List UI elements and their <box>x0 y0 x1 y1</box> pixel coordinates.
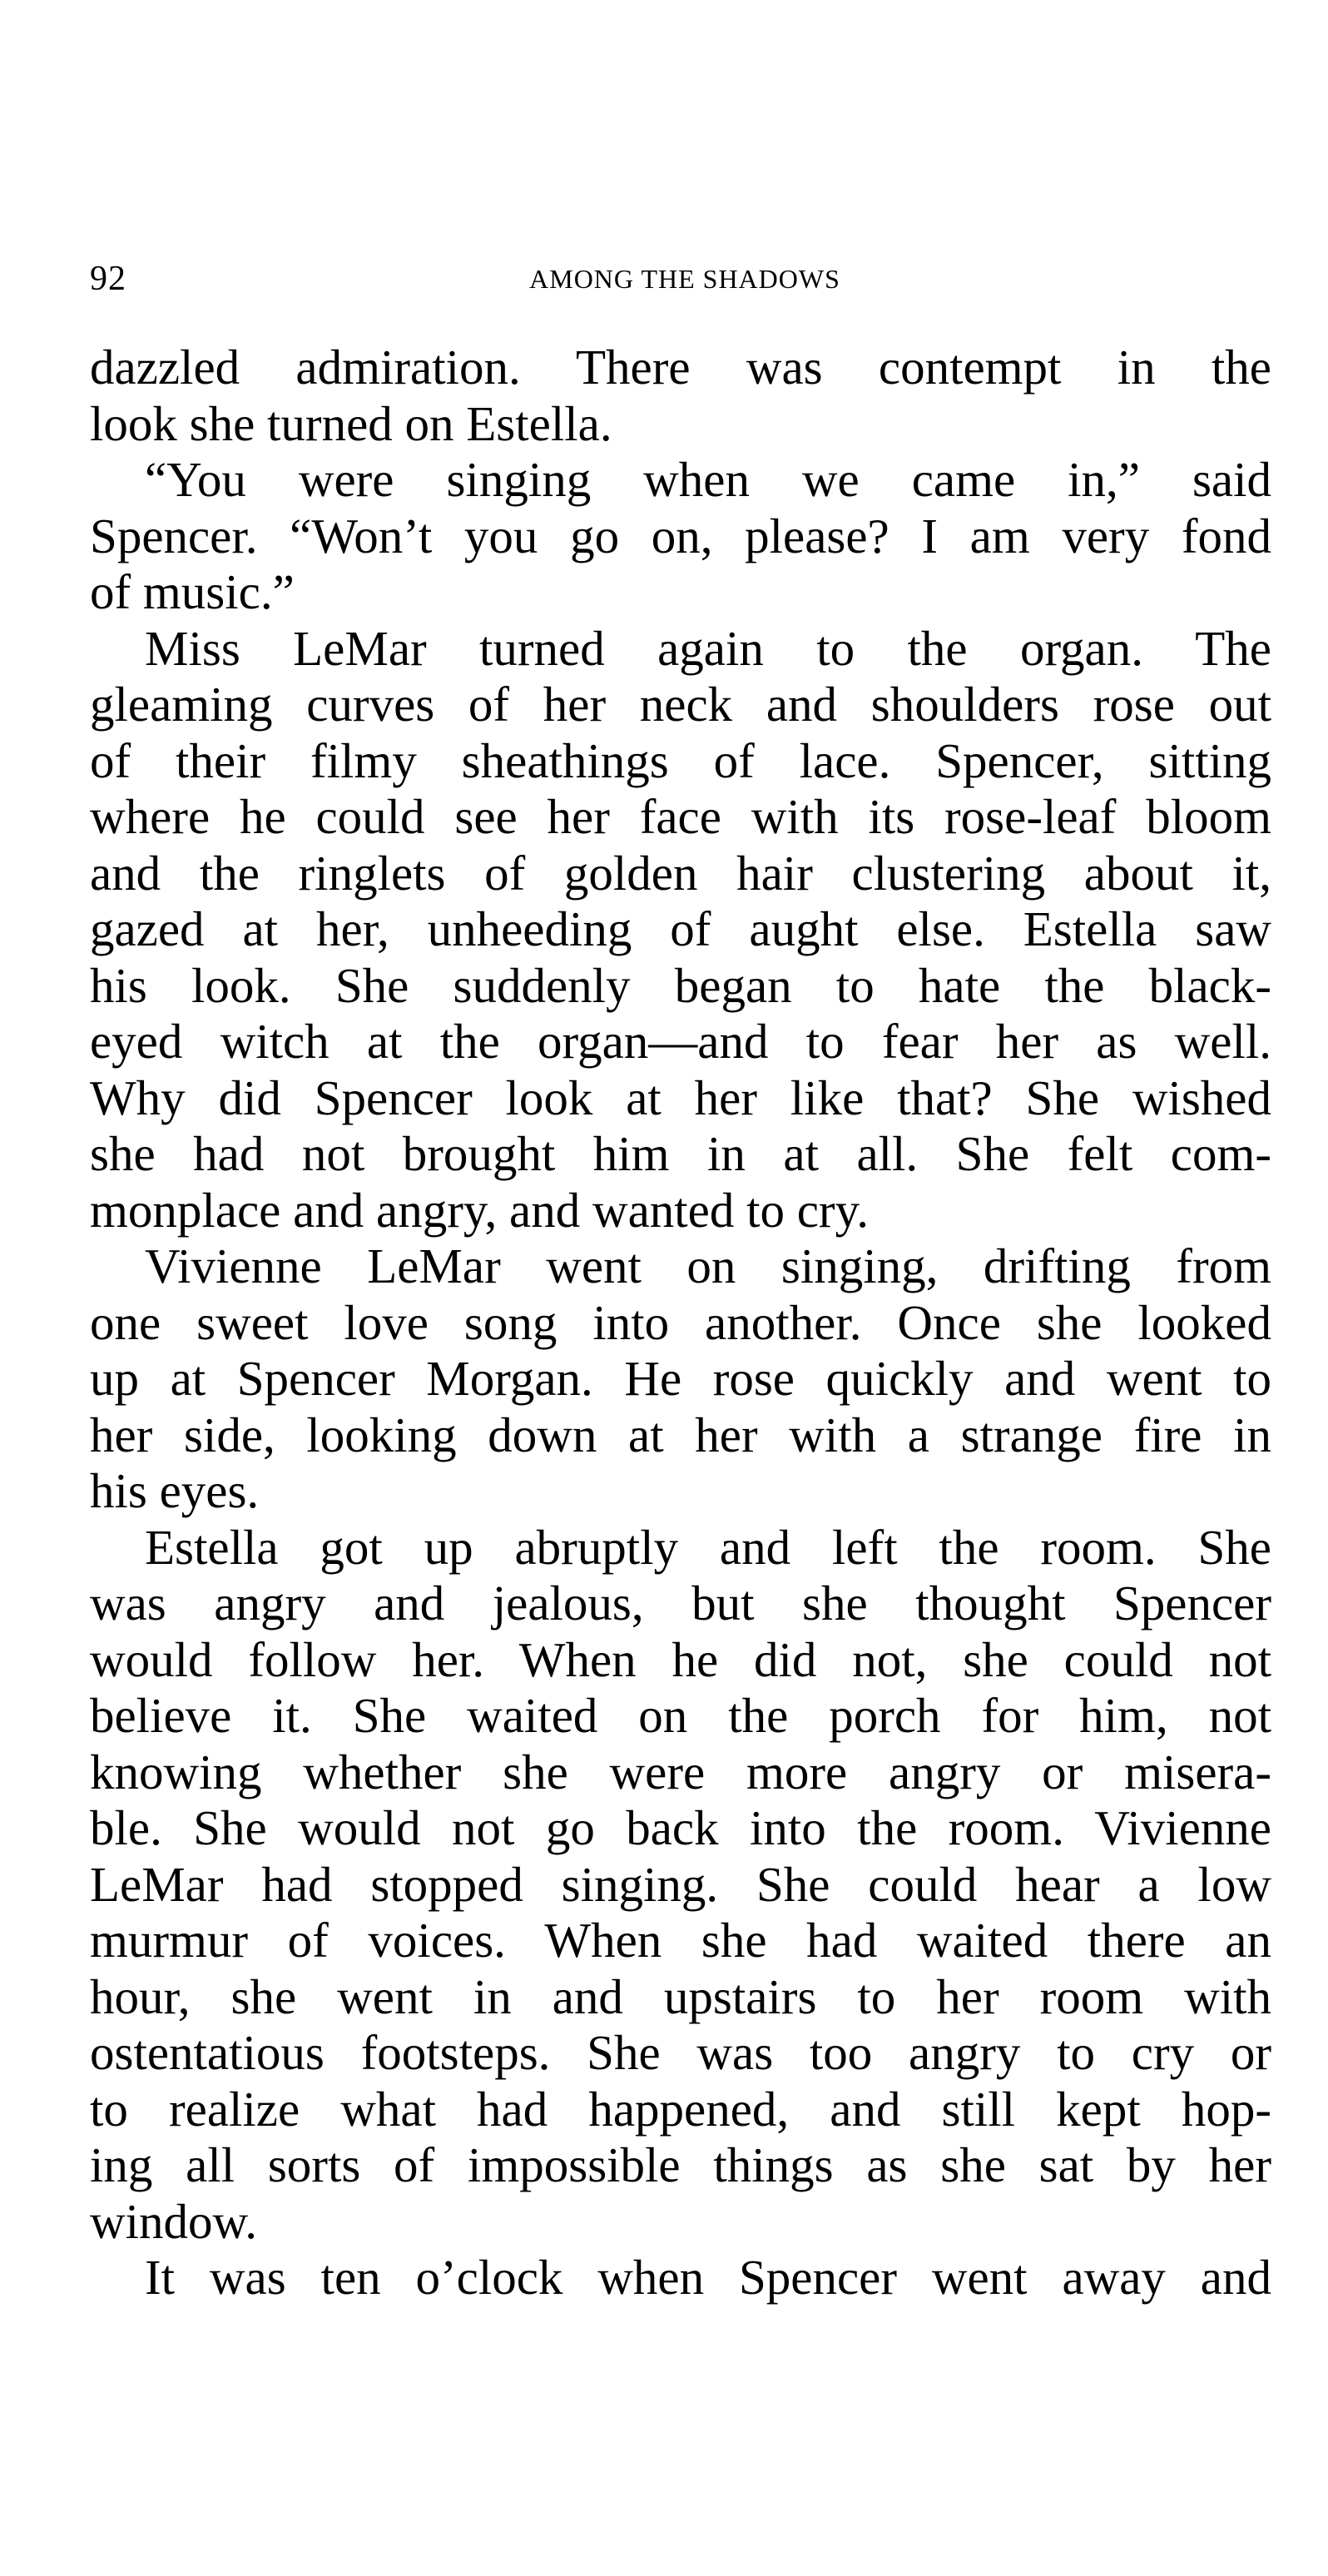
text-line: of their filmy sheathings of lace. Spencer, sitting <box>90 732 1271 788</box>
text-line: look she turned on Estella. <box>90 395 612 451</box>
text-line: Miss LeMar turned again to the organ. The <box>145 620 1271 676</box>
text-line: to realize what had happened, and still kept hop- <box>90 2081 1271 2137</box>
text-line: Vivienne LeMar went on singing, drifting from <box>145 1238 1271 1293</box>
text-line: would follow her. When he did not, she could not <box>90 1631 1271 1687</box>
text-line: monplace and angry, and wanted to cry. <box>90 1182 869 1238</box>
text-line: his look. She suddenly began to hate the black- <box>90 957 1271 1013</box>
text-line: believe it. She waited on the porch for him, not <box>90 1688 1271 1743</box>
text-line: where he could see her face with its rose-leaf bloom <box>90 789 1271 844</box>
text-line: murmur of voices. When she had waited there an <box>90 1913 1271 1968</box>
text-line: eyed witch at the organ—and to fear her as well. <box>90 1014 1271 1069</box>
text-line: up at Spencer Morgan. He rose quickly and went to <box>90 1351 1271 1406</box>
text-line: his eyes. <box>90 1463 260 1518</box>
text-line: and the ringlets of golden hair clustering about it, <box>90 845 1271 901</box>
text-line: window. <box>90 2193 258 2249</box>
text-line: ing all sorts of impossible things as she sat by her <box>90 2137 1271 2192</box>
running-title: AMONG THE SHADOWS <box>529 264 840 294</box>
text-line: one sweet love song into another. Once she looked <box>90 1294 1271 1350</box>
text-line: of music.” <box>90 564 295 619</box>
text-line: her side, looking down at her with a strange fire in <box>90 1407 1271 1462</box>
text-line: dazzled admiration. There was contempt in the <box>90 340 1271 395</box>
text-line: was angry and jealous, but she thought Spencer <box>90 1576 1271 1630</box>
text-line: ble. She would not go back into the room. Vivienne <box>90 1800 1271 1855</box>
running-head <box>90 254 1271 304</box>
page-number: 92 <box>90 260 126 298</box>
text-line: “You were singing when we came in,” said <box>145 452 1271 507</box>
text-line: knowing whether she were more angry or misera- <box>90 1744 1271 1799</box>
text-line: hour, she went in and upstairs to her room with <box>90 1968 1271 2024</box>
text-line: LeMar had stopped singing. She could hear a low <box>90 1856 1271 1912</box>
body-text <box>90 340 1271 2306</box>
text-line: Estella got up abruptly and left the room. She <box>145 1519 1271 1575</box>
text-line: gazed at her, unheeding of aught else. Estella saw <box>90 901 1271 956</box>
text-line: Why did Spencer look at her like that? She wished <box>90 1070 1271 1125</box>
text-line: gleaming curves of her neck and shoulders rose out <box>90 677 1271 732</box>
text-line: It was ten o’clock when Spencer went away and <box>145 2250 1271 2305</box>
text-line: Spencer. “Won’t you go on, please? I am very fond <box>90 508 1271 563</box>
text-line: she had not brought him in at all. She felt com- <box>90 1126 1271 1181</box>
text-line: ostentatious footsteps. She was too angry to cry or <box>90 2025 1271 2080</box>
